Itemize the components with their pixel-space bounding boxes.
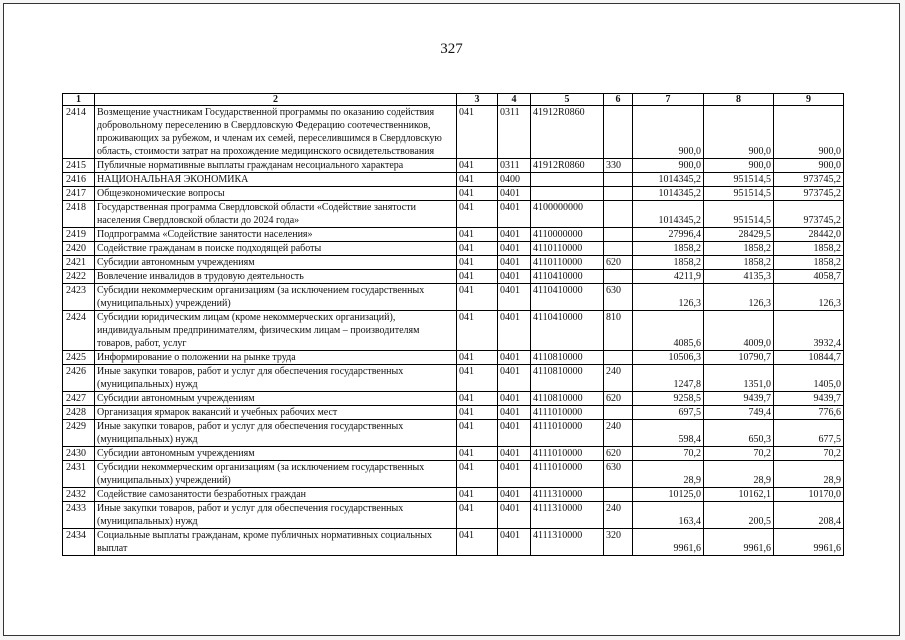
ministry-code: 041 [457,228,498,242]
row-number: 2423 [63,284,95,311]
table-row [63,311,844,351]
section-code: 0401 [498,201,531,228]
section-code: 0400 [498,173,531,187]
target-article-code: 4110410000 [531,311,604,351]
amount-year-1: 1247,8 [633,365,704,392]
amount-year-3: 1858,2 [774,256,844,270]
row-number: 2431 [63,461,95,488]
budget-table [62,93,844,556]
ministry-code: 041 [457,106,498,159]
item-name: Организация ярмарок вакансий и учебных рабочих мест [95,406,457,420]
amount-year-1: 163,4 [633,502,704,529]
row-number: 2428 [63,406,95,420]
section-code: 0401 [498,228,531,242]
target-article-code: 4111010000 [531,420,604,447]
amount-year-2: 900,0 [704,159,774,173]
ministry-code: 041 [457,420,498,447]
expense-type-code: 810 [604,311,633,351]
row-number: 2416 [63,173,95,187]
target-article-code: 4110410000 [531,270,604,284]
amount-year-2: 9961,6 [704,529,774,556]
row-number: 2417 [63,187,95,201]
item-name: Субсидии юридическим лицам (кроме некоммерческих организаций), индивидуальным предпринимателям, физическим лицам – производителям товаров, работ, услуг [95,311,457,351]
section-code: 0401 [498,256,531,270]
row-number: 2427 [63,392,95,406]
item-name: Субсидии автономным учреждениям [95,447,457,461]
expense-type-code [604,173,633,187]
section-code: 0401 [498,242,531,256]
row-number: 2415 [63,159,95,173]
amount-year-3: 10844,7 [774,351,844,365]
item-name: Общеэкономические вопросы [95,187,457,201]
amount-year-2: 951514,5 [704,187,774,201]
row-number: 2433 [63,502,95,529]
section-code: 0401 [498,447,531,461]
expense-type-code: 620 [604,447,633,461]
ministry-code: 041 [457,461,498,488]
amount-year-3: 3932,4 [774,311,844,351]
amount-year-1: 900,0 [633,106,704,159]
expense-type-code [604,351,633,365]
amount-year-1: 1014345,2 [633,187,704,201]
expense-type-code: 620 [604,256,633,270]
table-row [63,242,844,256]
item-name: Субсидии некоммерческим организациям (за исключением государственных (муниципальных) учреждений) [95,284,457,311]
section-code: 0401 [498,461,531,488]
ministry-code: 041 [457,447,498,461]
amount-year-3: 28,9 [774,461,844,488]
row-number: 2425 [63,351,95,365]
table-row [63,159,844,173]
expense-type-code [604,488,633,502]
target-article-code: 4111310000 [531,529,604,556]
document-page [3,3,900,636]
amount-year-2: 900,0 [704,106,774,159]
item-name: Возмещение участникам Государственной программы по оказанию содействия добровольному переселению в Свердловскую Федерацию соотечественников, проживающих за рубежом, и членам их семей, переселившимся в Свердловскую область, стоимости затрат на прохождение медицинского освидетельствования [95,106,457,159]
amount-year-2: 9439,7 [704,392,774,406]
ministry-code: 041 [457,392,498,406]
amount-year-2: 1858,2 [704,242,774,256]
ministry-code: 041 [457,242,498,256]
section-code: 0311 [498,106,531,159]
expense-type-code [604,242,633,256]
expense-type-code: 330 [604,159,633,173]
table-header-row [63,94,844,106]
item-name: Содействие гражданам в поиске подходящей работы [95,242,457,256]
section-code: 0401 [498,420,531,447]
amount-year-2: 70,2 [704,447,774,461]
table-row [63,365,844,392]
ministry-code: 041 [457,270,498,284]
table-row [63,173,844,187]
amount-year-3: 776,6 [774,406,844,420]
table-row [63,447,844,461]
expense-type-code: 320 [604,529,633,556]
table-row [63,406,844,420]
amount-year-1: 1858,2 [633,256,704,270]
row-number: 2422 [63,270,95,284]
amount-year-3: 28442,0 [774,228,844,242]
ministry-code: 041 [457,351,498,365]
amount-year-2: 1858,2 [704,256,774,270]
row-number: 2424 [63,311,95,351]
section-code: 0401 [498,529,531,556]
amount-year-2: 10790,7 [704,351,774,365]
section-code: 0401 [498,365,531,392]
expense-type-code [604,201,633,228]
amount-year-2: 200,5 [704,502,774,529]
amount-year-3: 973745,2 [774,187,844,201]
column-header-9: 9 [774,94,844,106]
target-article-code: 4110000000 [531,228,604,242]
target-article-code: 4111010000 [531,461,604,488]
amount-year-3: 1858,2 [774,242,844,256]
item-name: Субсидии автономным учреждениям [95,392,457,406]
expense-type-code: 240 [604,365,633,392]
amount-year-3: 973745,2 [774,201,844,228]
amount-year-2: 650,3 [704,420,774,447]
row-number: 2429 [63,420,95,447]
amount-year-2: 951514,5 [704,201,774,228]
table-row [63,392,844,406]
amount-year-1: 28,9 [633,461,704,488]
amount-year-3: 1405,0 [774,365,844,392]
item-name: Публичные нормативные выплаты гражданам несоциального характера [95,159,457,173]
amount-year-3: 208,4 [774,502,844,529]
expense-type-code: 240 [604,502,633,529]
amount-year-1: 126,3 [633,284,704,311]
amount-year-1: 4211,9 [633,270,704,284]
amount-year-1: 1858,2 [633,242,704,256]
row-number: 2419 [63,228,95,242]
section-code: 0401 [498,351,531,365]
target-article-code: 4110810000 [531,365,604,392]
table-row [63,284,844,311]
item-name: Субсидии некоммерческим организациям (за исключением государственных (муниципальных) учреждений) [95,461,457,488]
column-header-7: 7 [633,94,704,106]
item-name: Иные закупки товаров, работ и услуг для обеспечения государственных (муниципальных) нужд [95,420,457,447]
section-code: 0401 [498,502,531,529]
amount-year-3: 70,2 [774,447,844,461]
ministry-code: 041 [457,406,498,420]
target-article-code: 4110810000 [531,392,604,406]
amount-year-3: 9961,6 [774,529,844,556]
column-header-4: 4 [498,94,531,106]
table-row [63,256,844,270]
table-row [63,106,844,159]
section-code: 0401 [498,270,531,284]
column-header-1: 1 [63,94,95,106]
table-row [63,420,844,447]
ministry-code: 041 [457,256,498,270]
target-article-code: 4111010000 [531,406,604,420]
target-article-code: 4110410000 [531,284,604,311]
ministry-code: 041 [457,502,498,529]
item-name: Социальные выплаты гражданам, кроме публичных нормативных социальных выплат [95,529,457,556]
amount-year-2: 28429,5 [704,228,774,242]
amount-year-1: 598,4 [633,420,704,447]
section-code: 0401 [498,488,531,502]
table-row [63,187,844,201]
amount-year-1: 1014345,2 [633,173,704,187]
amount-year-2: 4135,3 [704,270,774,284]
section-code: 0401 [498,392,531,406]
amount-year-2: 28,9 [704,461,774,488]
ministry-code: 041 [457,173,498,187]
row-number: 2430 [63,447,95,461]
ministry-code: 041 [457,365,498,392]
table-row [63,270,844,284]
row-number: 2434 [63,529,95,556]
item-name: Подпрограмма «Содействие занятости населения» [95,228,457,242]
expense-type-code: 630 [604,461,633,488]
amount-year-2: 951514,5 [704,173,774,187]
row-number: 2420 [63,242,95,256]
amount-year-2: 749,4 [704,406,774,420]
item-name: Государственная программа Свердловской области «Содействие занятости населения Свердловской области до 2024 года» [95,201,457,228]
item-name: Вовлечение инвалидов в трудовую деятельность [95,270,457,284]
expense-type-code: 240 [604,420,633,447]
target-article-code: 4111010000 [531,447,604,461]
amount-year-3: 677,5 [774,420,844,447]
amount-year-3: 126,3 [774,284,844,311]
target-article-code: 4100000000 [531,201,604,228]
amount-year-2: 4009,0 [704,311,774,351]
ministry-code: 041 [457,284,498,311]
ministry-code: 041 [457,488,498,502]
column-header-2: 2 [95,94,457,106]
target-article-code: 4110110000 [531,256,604,270]
amount-year-1: 10125,0 [633,488,704,502]
amount-year-3: 973745,2 [774,173,844,187]
expense-type-code [604,406,633,420]
expense-type-code: 620 [604,392,633,406]
row-number: 2421 [63,256,95,270]
section-code: 0401 [498,406,531,420]
amount-year-1: 697,5 [633,406,704,420]
target-article-code: 4111310000 [531,502,604,529]
column-header-3: 3 [457,94,498,106]
row-number: 2418 [63,201,95,228]
column-header-6: 6 [604,94,633,106]
ministry-code: 041 [457,529,498,556]
page-number: 327 [440,41,463,57]
expense-type-code [604,187,633,201]
target-article-code: 4111310000 [531,488,604,502]
amount-year-3: 900,0 [774,159,844,173]
expense-type-code: 630 [604,284,633,311]
table-row [63,488,844,502]
ministry-code: 041 [457,159,498,173]
section-code: 0401 [498,284,531,311]
amount-year-1: 9961,6 [633,529,704,556]
section-code: 0311 [498,159,531,173]
amount-year-2: 126,3 [704,284,774,311]
target-article-code: 41912R0860 [531,106,604,159]
amount-year-3: 9439,7 [774,392,844,406]
table-row [63,529,844,556]
amount-year-1: 9258,5 [633,392,704,406]
amount-year-1: 1014345,2 [633,201,704,228]
amount-year-2: 1351,0 [704,365,774,392]
amount-year-3: 10170,0 [774,488,844,502]
item-name: НАЦИОНАЛЬНАЯ ЭКОНОМИКА [95,173,457,187]
amount-year-1: 70,2 [633,447,704,461]
table-body [63,106,844,556]
target-article-code [531,173,604,187]
ministry-code: 041 [457,311,498,351]
row-number: 2414 [63,106,95,159]
table-row [63,351,844,365]
item-name: Содействие самозанятости безработных граждан [95,488,457,502]
expense-type-code [604,228,633,242]
item-name: Иные закупки товаров, работ и услуг для обеспечения государственных (муниципальных) нужд [95,502,457,529]
table-row [63,502,844,529]
table-row [63,461,844,488]
expense-type-code [604,270,633,284]
ministry-code: 041 [457,187,498,201]
section-code: 0401 [498,187,531,201]
amount-year-1: 27996,4 [633,228,704,242]
target-article-code: 41912R0860 [531,159,604,173]
amount-year-1: 900,0 [633,159,704,173]
amount-year-3: 4058,7 [774,270,844,284]
amount-year-3: 900,0 [774,106,844,159]
row-number: 2432 [63,488,95,502]
ministry-code: 041 [457,201,498,228]
row-number: 2426 [63,365,95,392]
amount-year-1: 10506,3 [633,351,704,365]
item-name: Информирование о положении на рынке труда [95,351,457,365]
target-article-code [531,187,604,201]
expense-type-code [604,106,633,159]
amount-year-2: 10162,1 [704,488,774,502]
column-header-8: 8 [704,94,774,106]
column-header-5: 5 [531,94,604,106]
table-row [63,228,844,242]
section-code: 0401 [498,311,531,351]
table-row [63,201,844,228]
item-name: Субсидии автономным учреждениям [95,256,457,270]
target-article-code: 4110110000 [531,242,604,256]
target-article-code: 4110810000 [531,351,604,365]
item-name: Иные закупки товаров, работ и услуг для обеспечения государственных (муниципальных) нужд [95,365,457,392]
amount-year-1: 4085,6 [633,311,704,351]
